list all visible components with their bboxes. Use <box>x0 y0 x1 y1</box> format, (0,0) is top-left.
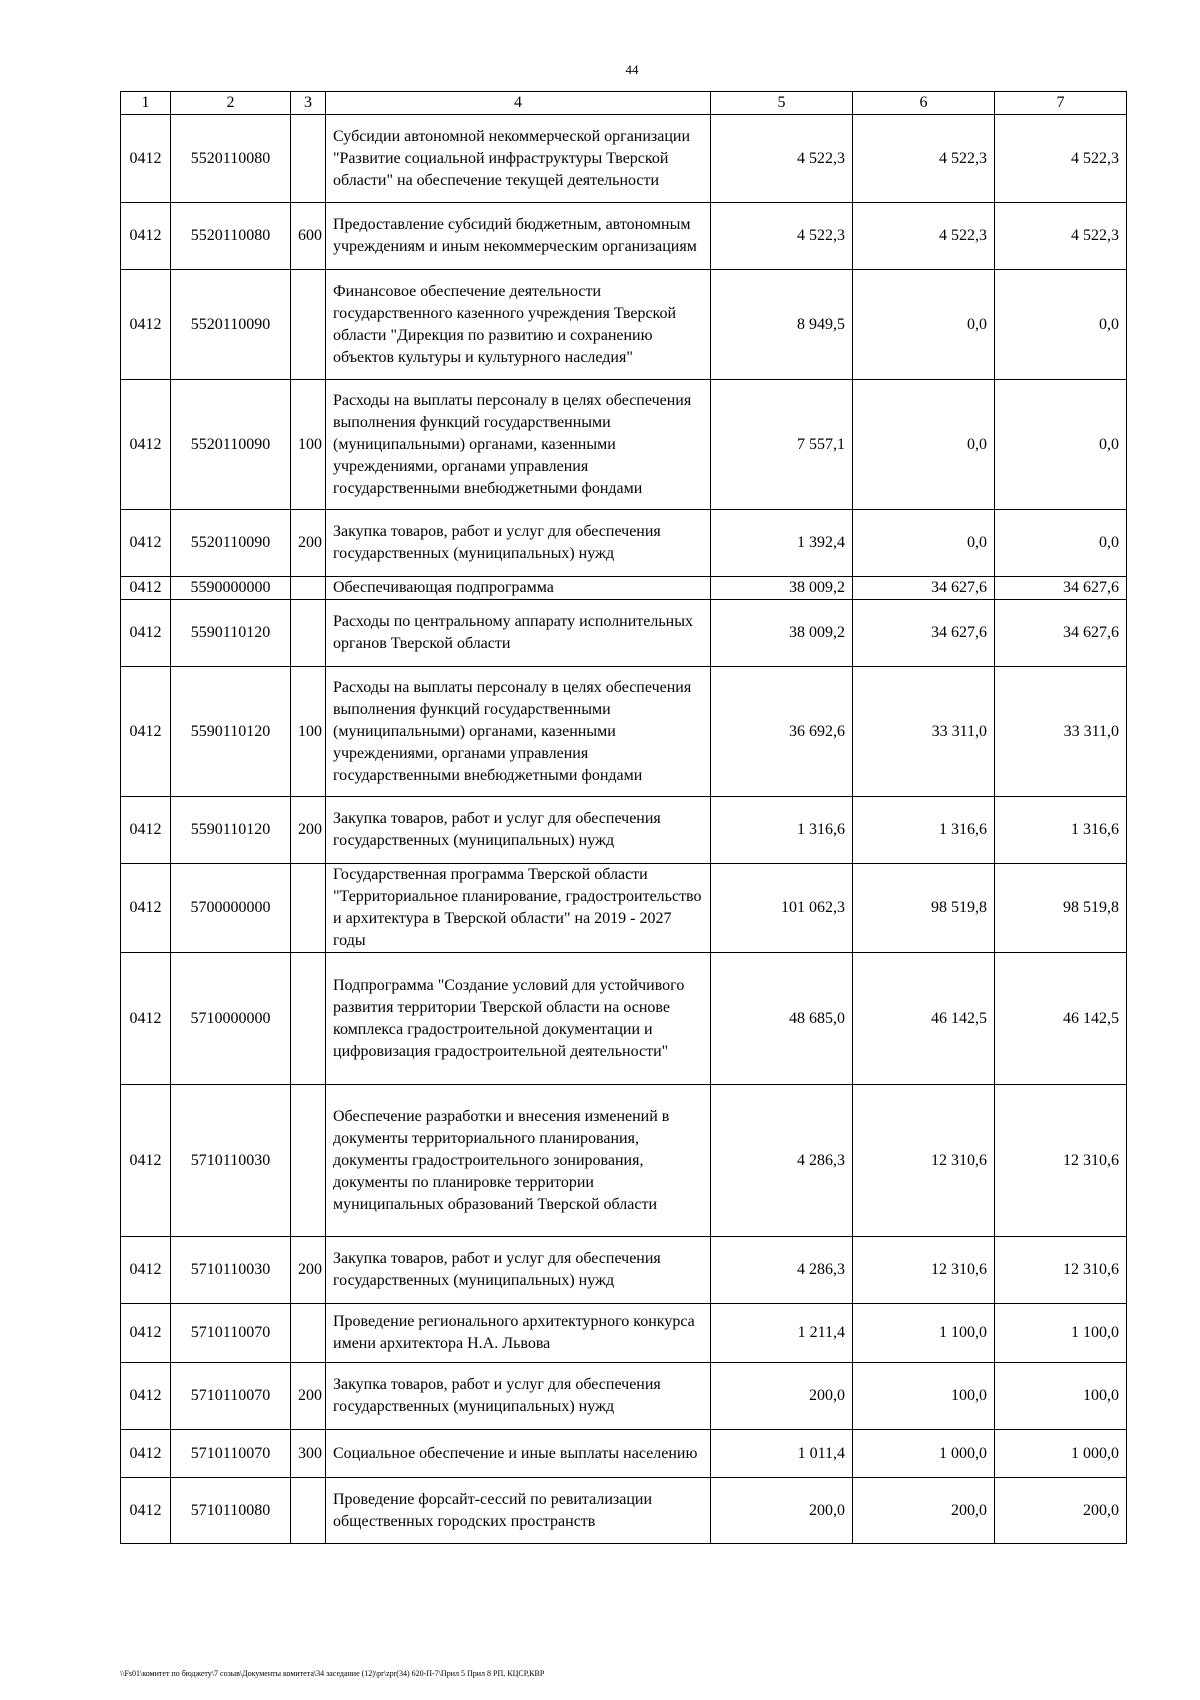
amount-col6-cell: 4 522,3 <box>853 115 995 203</box>
target-article-cell: 5710110030 <box>171 1085 291 1237</box>
expense-type-cell: 300 <box>291 1430 326 1478</box>
section-code-cell: 0412 <box>121 600 171 667</box>
item-name-cell: Проведение регионального архитектурного конкурса имени архитектора Н.А. Львова <box>326 1304 711 1363</box>
section-code-cell: 0412 <box>121 1478 171 1544</box>
amount-col5-cell: 1 316,6 <box>711 797 853 864</box>
table-row <box>121 270 1127 380</box>
table-row <box>121 577 1127 600</box>
amount-col6-cell: 0,0 <box>853 270 995 380</box>
section-code-cell: 0412 <box>121 1363 171 1430</box>
target-article-cell: 5710110070 <box>171 1304 291 1363</box>
column-header: 7 <box>995 92 1127 115</box>
expense-type-cell <box>291 577 326 600</box>
item-name-cell: Государственная программа Тверской области "Территориальное планирование, градостроительство и архитектура в Тверской области" на 2019 - 2027 годы <box>326 864 711 953</box>
item-name-cell: Субсидии автономной некоммерческой организации "Развитие социальной инфраструктуры Тверской области" на обеспечение текущей деятельности <box>326 115 711 203</box>
amount-col5-cell: 4 286,3 <box>711 1237 853 1304</box>
amount-col7-cell: 46 142,5 <box>995 953 1127 1085</box>
target-article-cell: 5710000000 <box>171 953 291 1085</box>
section-code-cell: 0412 <box>121 203 171 270</box>
amount-col5-cell: 4 286,3 <box>711 1085 853 1237</box>
target-article-cell: 5700000000 <box>171 864 291 953</box>
table-row <box>121 510 1127 577</box>
target-article-cell: 5710110070 <box>171 1430 291 1478</box>
amount-col6-cell: 1 100,0 <box>853 1304 995 1363</box>
amount-col5-cell: 38 009,2 <box>711 600 853 667</box>
expense-type-cell <box>291 953 326 1085</box>
amount-col5-cell: 200,0 <box>711 1478 853 1544</box>
amount-col7-cell: 0,0 <box>995 380 1127 510</box>
item-name-cell: Проведение форсайт-сессий по ревитализации общественных городских пространств <box>326 1478 711 1544</box>
amount-col6-cell: 46 142,5 <box>853 953 995 1085</box>
budget-table <box>120 91 1127 1544</box>
amount-col6-cell: 34 627,6 <box>853 577 995 600</box>
table-row <box>121 953 1127 1085</box>
amount-col5-cell: 7 557,1 <box>711 380 853 510</box>
amount-col5-cell: 1 211,4 <box>711 1304 853 1363</box>
amount-col7-cell: 100,0 <box>995 1363 1127 1430</box>
table-row <box>121 600 1127 667</box>
expense-type-cell: 200 <box>291 1363 326 1430</box>
amount-col6-cell: 100,0 <box>853 1363 995 1430</box>
amount-col6-cell: 0,0 <box>853 510 995 577</box>
page-number: 44 <box>625 62 639 77</box>
item-name-cell: Закупка товаров, работ и услуг для обеспечения государственных (муниципальных) нужд <box>326 510 711 577</box>
amount-col7-cell: 34 627,6 <box>995 577 1127 600</box>
item-name-cell: Расходы на выплаты персоналу в целях обеспечения выполнения функций государственными (муниципальными) органами, казенными учреждениями, органами управления государственными внебюджетными фондами <box>326 667 711 797</box>
section-code-cell: 0412 <box>121 1085 171 1237</box>
amount-col6-cell: 12 310,6 <box>853 1085 995 1237</box>
target-article-cell: 5520110090 <box>171 380 291 510</box>
amount-col7-cell: 34 627,6 <box>995 600 1127 667</box>
amount-col7-cell: 1 000,0 <box>995 1430 1127 1478</box>
amount-col6-cell: 200,0 <box>853 1478 995 1544</box>
amount-col5-cell: 1 392,4 <box>711 510 853 577</box>
item-name-cell: Социальное обеспечение и иные выплаты населению <box>326 1430 711 1478</box>
item-name-cell: Подпрограмма "Создание условий для устойчивого развития территории Тверской области на основе комплекса градостроительной документации и цифровизация градостроительной деятельности" <box>326 953 711 1085</box>
table-row <box>121 203 1127 270</box>
amount-col7-cell: 98 519,8 <box>995 864 1127 953</box>
table-row <box>121 380 1127 510</box>
expense-type-cell <box>291 600 326 667</box>
item-name-cell: Закупка товаров, работ и услуг для обеспечения государственных (муниципальных) нужд <box>326 1363 711 1430</box>
amount-col6-cell: 1 316,6 <box>853 797 995 864</box>
amount-col7-cell: 4 522,3 <box>995 203 1127 270</box>
section-code-cell: 0412 <box>121 510 171 577</box>
expense-type-cell: 100 <box>291 667 326 797</box>
expense-type-cell: 200 <box>291 797 326 864</box>
target-article-cell: 5520110090 <box>171 510 291 577</box>
expense-type-cell: 100 <box>291 380 326 510</box>
table-row <box>121 864 1127 953</box>
amount-col7-cell: 33 311,0 <box>995 667 1127 797</box>
item-name-cell: Закупка товаров, работ и услуг для обеспечения государственных (муниципальных) нужд <box>326 797 711 864</box>
target-article-cell: 5710110070 <box>171 1363 291 1430</box>
target-article-cell: 5520110080 <box>171 203 291 270</box>
expense-type-cell <box>291 1085 326 1237</box>
amount-col6-cell: 34 627,6 <box>853 600 995 667</box>
target-article-cell: 5710110080 <box>171 1478 291 1544</box>
table-row <box>121 1363 1127 1430</box>
section-code-cell: 0412 <box>121 667 171 797</box>
amount-col7-cell: 1 316,6 <box>995 797 1127 864</box>
amount-col5-cell: 48 685,0 <box>711 953 853 1085</box>
expense-type-cell: 600 <box>291 203 326 270</box>
amount-col5-cell: 200,0 <box>711 1363 853 1430</box>
amount-col7-cell: 0,0 <box>995 510 1127 577</box>
table-row <box>121 1304 1127 1363</box>
item-name-cell: Финансовое обеспечение деятельности государственного казенного учреждения Тверской области "Дирекция по развитию и сохранению объектов культуры и культурного наследия" <box>326 270 711 380</box>
section-code-cell: 0412 <box>121 864 171 953</box>
section-code-cell: 0412 <box>121 797 171 864</box>
section-code-cell: 0412 <box>121 953 171 1085</box>
amount-col6-cell: 1 000,0 <box>853 1430 995 1478</box>
column-number-row <box>121 92 1127 115</box>
item-name-cell: Закупка товаров, работ и услуг для обеспечения государственных (муниципальных) нужд <box>326 1237 711 1304</box>
amount-col5-cell: 4 522,3 <box>711 115 853 203</box>
target-article-cell: 5520110080 <box>171 115 291 203</box>
amount-col7-cell: 1 100,0 <box>995 1304 1127 1363</box>
section-code-cell: 0412 <box>121 1304 171 1363</box>
table-row <box>121 667 1127 797</box>
expense-type-cell <box>291 115 326 203</box>
amount-col5-cell: 36 692,6 <box>711 667 853 797</box>
amount-col6-cell: 0,0 <box>853 380 995 510</box>
amount-col5-cell: 4 522,3 <box>711 203 853 270</box>
amount-col5-cell: 101 062,3 <box>711 864 853 953</box>
item-name-cell: Предоставление субсидий бюджетным, автономным учреждениям и иным некоммерческим организациям <box>326 203 711 270</box>
amount-col7-cell: 4 522,3 <box>995 115 1127 203</box>
target-article-cell: 5710110030 <box>171 1237 291 1304</box>
amount-col7-cell: 12 310,6 <box>995 1085 1127 1237</box>
table-row <box>121 797 1127 864</box>
amount-col6-cell: 12 310,6 <box>853 1237 995 1304</box>
expense-type-cell <box>291 864 326 953</box>
amount-col7-cell: 0,0 <box>995 270 1127 380</box>
section-code-cell: 0412 <box>121 577 171 600</box>
table-row <box>121 1430 1127 1478</box>
expense-type-cell: 200 <box>291 510 326 577</box>
item-name-cell: Расходы на выплаты персоналу в целях обеспечения выполнения функций государственными (муниципальными) органами, казенными учреждениями, органами управления государственными внебюджетными фондами <box>326 380 711 510</box>
section-code-cell: 0412 <box>121 1237 171 1304</box>
expense-type-cell: 200 <box>291 1237 326 1304</box>
column-header: 3 <box>291 92 326 115</box>
column-header: 1 <box>121 92 171 115</box>
amount-col5-cell: 38 009,2 <box>711 577 853 600</box>
target-article-cell: 5590000000 <box>171 577 291 600</box>
amount-col6-cell: 33 311,0 <box>853 667 995 797</box>
target-article-cell: 5520110090 <box>171 270 291 380</box>
expense-type-cell <box>291 1304 326 1363</box>
expense-type-cell <box>291 270 326 380</box>
table-row <box>121 1478 1127 1544</box>
section-code-cell: 0412 <box>121 380 171 510</box>
footer-file-path: \\Fs01\комитет по бюджету\7 созыв\Документы комитета\34 заседание (12)\pr\zpr(34) 620-П-7\Прил 5 Прил 8 РП, КЦСР,КВР <box>120 1669 545 1678</box>
amount-col6-cell: 4 522,3 <box>853 203 995 270</box>
column-header: 6 <box>853 92 995 115</box>
amount-col7-cell: 12 310,6 <box>995 1237 1127 1304</box>
target-article-cell: 5590110120 <box>171 797 291 864</box>
item-name-cell: Обеспечение разработки и внесения изменений в документы территориального планирования, документы градостроительного зонирования, документы по планировке территории муниципальных образований Тверской области <box>326 1085 711 1237</box>
item-name-cell: Расходы по центральному аппарату исполнительных органов Тверской области <box>326 600 711 667</box>
column-header: 2 <box>171 92 291 115</box>
expense-type-cell <box>291 1478 326 1544</box>
section-code-cell: 0412 <box>121 115 171 203</box>
amount-col5-cell: 1 011,4 <box>711 1430 853 1478</box>
target-article-cell: 5590110120 <box>171 600 291 667</box>
table-row <box>121 1237 1127 1304</box>
table-row <box>121 1085 1127 1237</box>
table-row <box>121 115 1127 203</box>
item-name-cell: Обеспечивающая подпрограмма <box>326 577 711 600</box>
section-code-cell: 0412 <box>121 1430 171 1478</box>
column-header: 5 <box>711 92 853 115</box>
target-article-cell: 5590110120 <box>171 667 291 797</box>
amount-col7-cell: 200,0 <box>995 1478 1127 1544</box>
amount-col5-cell: 8 949,5 <box>711 270 853 380</box>
section-code-cell: 0412 <box>121 270 171 380</box>
column-header: 4 <box>326 92 711 115</box>
amount-col6-cell: 98 519,8 <box>853 864 995 953</box>
